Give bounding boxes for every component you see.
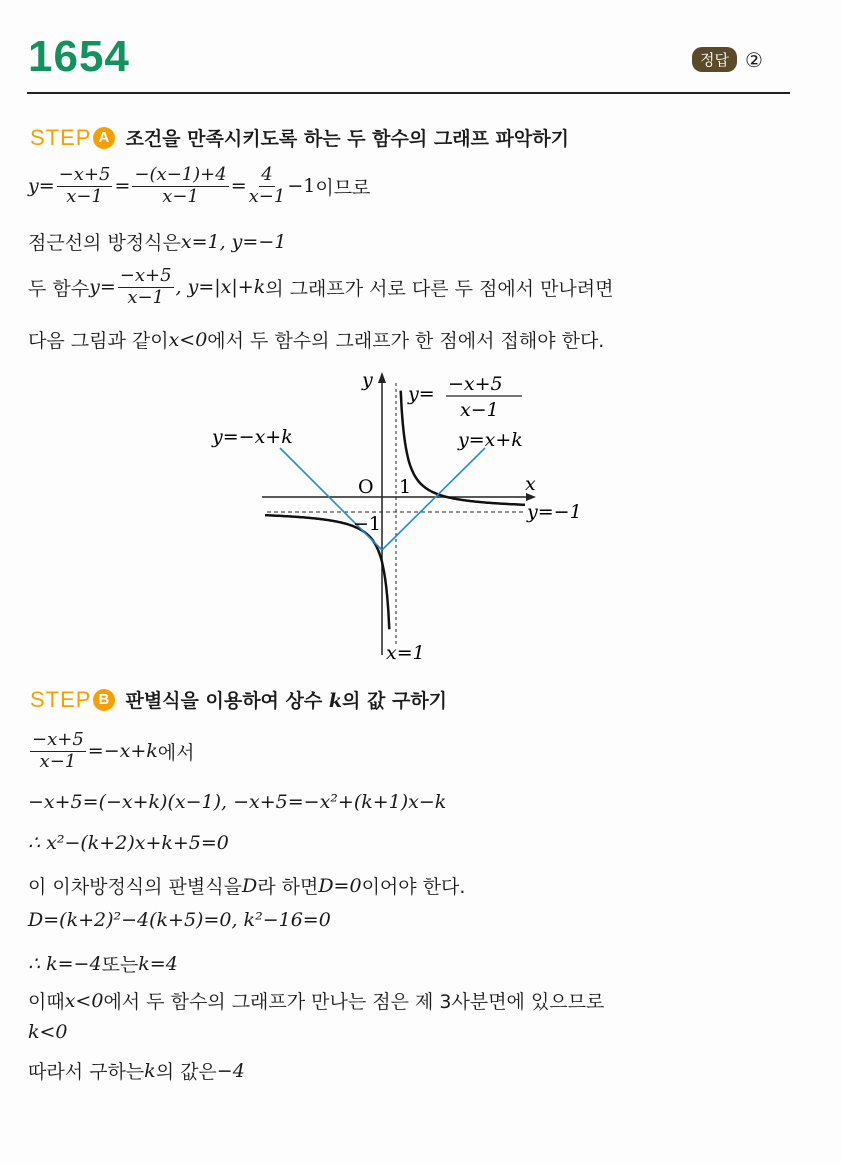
origin-label: O [358, 476, 374, 498]
curve-label-denominator: x−1 [460, 399, 499, 421]
text-line [28, 950, 178, 977]
eq-text: 이므로 [315, 176, 371, 199]
text: 에서 [157, 741, 195, 764]
denominator: x−1 [248, 185, 286, 207]
answer-value: ② [744, 47, 763, 72]
text: 에서 두 함수의 그래프가 만나는 점은 제 3사분면에 있으므로 [103, 991, 605, 1013]
text: 따라서 구하는 [28, 1061, 145, 1083]
text: 이어야 한다. [361, 876, 466, 898]
fraction [30, 730, 86, 772]
text: 또는 [101, 954, 139, 976]
eq-text: = [230, 175, 247, 198]
text: 의 그래프가 서로 다른 두 점에서 만나려면 [265, 277, 614, 300]
line-positive-slope [382, 448, 485, 550]
math: D=0 [318, 874, 362, 897]
step-letter: A [93, 127, 115, 149]
numerator: −x+5 [119, 265, 172, 286]
equation-line: k<0 [28, 1021, 68, 1043]
text: 이 이차방정식의 판별식을 [28, 876, 242, 898]
tick-minus-one-label: −1 [353, 513, 382, 535]
denominator: x−1 [39, 750, 77, 772]
equation-line: −x+5=(−x+k)(x−1), −x+5=−x²+(k+1)x−k [28, 791, 447, 813]
horizontal-asymptote-label: y=−1 [527, 501, 582, 523]
text-line [28, 872, 465, 899]
step-letter: B [93, 689, 115, 711]
denominator: x−1 [66, 185, 103, 207]
step-label: STEP [30, 686, 92, 712]
step-b-heading [30, 686, 447, 713]
math: x<0 [168, 328, 208, 351]
line1-label: y=−x+k [212, 426, 293, 448]
eq-text: y [28, 175, 39, 198]
math: k [144, 1059, 156, 1082]
denominator: x−1 [127, 286, 164, 308]
math: =−x+k [87, 740, 158, 763]
text: 이때 [28, 991, 65, 1013]
equation-line: D=(k+2)²−4(k+5)=0, k²−16=0 [28, 909, 331, 931]
curve-label-numerator: −x+5 [448, 373, 503, 395]
tick-one-label: 1 [399, 476, 412, 498]
math: x=1, y=−1 [180, 230, 287, 253]
numerator: −x+5 [32, 729, 84, 750]
line2-label: y=x+k [458, 429, 523, 451]
curve-label: y= [408, 383, 435, 405]
math: ∴ k=−4 [28, 952, 102, 975]
equation-line [28, 730, 195, 772]
numerator: −(x−1)+4 [134, 164, 227, 185]
math: k [328, 690, 343, 712]
eq-text: −1 [287, 175, 316, 198]
math: D [241, 874, 258, 897]
math: x<0 [64, 989, 104, 1012]
problem-number: 1654 [28, 32, 130, 81]
text-line [28, 987, 604, 1014]
numerator: 4 [261, 164, 273, 185]
eq-text: = [38, 175, 55, 198]
step-a-title: 조건을 만족시키도록 하는 두 함수의 그래프 파악하기 [125, 128, 569, 150]
math: −4 [216, 1059, 245, 1082]
x-axis-label: x [525, 473, 536, 495]
y-axis-label: y [362, 369, 373, 391]
equation-line: ∴ x²−(k+2)x+k+5=0 [28, 832, 229, 854]
text: 에서 두 함수의 그래프가 한 점에서 접해야 한다. [207, 330, 605, 352]
step-b-title [125, 686, 447, 713]
denominator: x−1 [162, 185, 199, 207]
text: 두 함수 [28, 277, 90, 300]
answer-label: 정답 [692, 47, 737, 72]
text: 점근선의 방정식은 [28, 232, 181, 254]
math: k=4 [138, 952, 178, 975]
text-line [28, 1057, 245, 1084]
text: 라 하면 [257, 876, 319, 898]
step-b-badge [30, 687, 115, 713]
math: , y=|x|+k [175, 276, 266, 299]
eq-text: = [114, 175, 131, 198]
text: 의 값은 [155, 1061, 217, 1083]
vertical-asymptote-label: x=1 [386, 642, 425, 664]
step-label: STEP [30, 124, 92, 150]
y-axis-arrow [378, 372, 386, 383]
text: 의 값 구하기 [342, 690, 448, 712]
text: 판별식을 이용하여 상수 [125, 690, 329, 712]
text: 다음 그림과 같이 [28, 330, 169, 352]
math: y= [89, 276, 116, 299]
numerator: −x+5 [58, 164, 111, 185]
